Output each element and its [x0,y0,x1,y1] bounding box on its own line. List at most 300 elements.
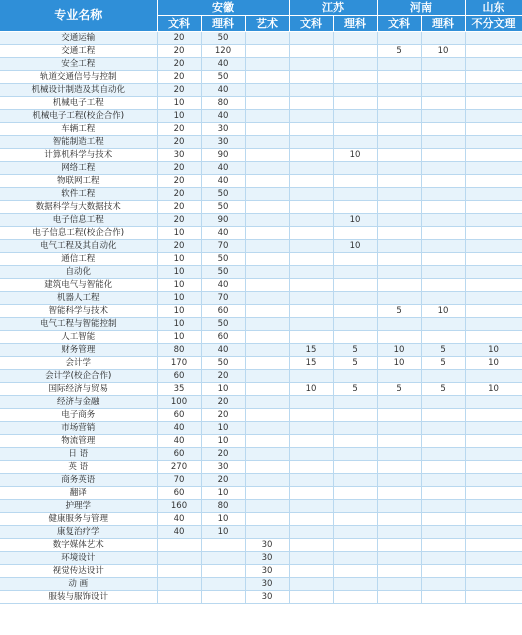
henan-science-cell [421,591,465,604]
henan-science-cell [421,227,465,240]
anhui-science-cell [201,578,245,591]
anhui-arts-cell: 20 [157,175,201,188]
anhui-art-cell [245,292,289,305]
major-name-cell: 电子商务 [0,409,157,422]
table-row [0,58,522,71]
table-row [0,409,522,422]
jiangsu-science-cell [333,32,377,45]
major-name-cell: 会计学 [0,357,157,370]
table-row [0,32,522,45]
table-row [0,591,522,604]
henan-science-cell: 5 [421,344,465,357]
henan-science-cell [421,435,465,448]
jiangsu-arts-cell [289,422,333,435]
jiangsu-arts-cell [289,149,333,162]
jiangsu-science-cell [333,422,377,435]
henan-arts-cell: 5 [377,305,421,318]
anhui-science-cell: 20 [201,474,245,487]
anhui-art-cell: 30 [245,539,289,552]
table-row [0,370,522,383]
jiangsu-science-cell [333,71,377,84]
henan-arts-cell [377,565,421,578]
henan-science-cell [421,565,465,578]
jiangsu-science-cell [333,110,377,123]
anhui-science-cell: 30 [201,123,245,136]
jiangsu-arts-cell [289,123,333,136]
major-name-cell: 物联网工程 [0,175,157,188]
henan-arts-cell: 10 [377,357,421,370]
henan-science-cell [421,240,465,253]
henan-science-cell [421,331,465,344]
province-shandong-header: 山东 [465,0,522,16]
major-name-cell: 日 语 [0,448,157,461]
major-name-cell: 数字媒体艺术 [0,539,157,552]
table-row [0,266,522,279]
table-row [0,71,522,84]
henan-arts-cell [377,539,421,552]
major-name-cell: 视觉传达设计 [0,565,157,578]
anhui-science-cell: 30 [201,461,245,474]
anhui-science-cell: 80 [201,97,245,110]
shandong-all-cell [465,409,522,422]
anhui-science-cell: 40 [201,344,245,357]
anhui-arts-cell [157,578,201,591]
henan-arts-cell [377,435,421,448]
table-row [0,305,522,318]
shandong-all-cell [465,370,522,383]
jiangsu-science-cell [333,409,377,422]
jiangsu-arts-cell [289,292,333,305]
anhui-arts-cell: 270 [157,461,201,474]
anhui-art-cell [245,32,289,45]
major-name-cell: 轨道交通信号与控制 [0,71,157,84]
henan-science-cell [421,123,465,136]
jiangsu-arts-cell [289,487,333,500]
jiangsu-science-cell: 10 [333,149,377,162]
jiangsu-arts-cell [289,318,333,331]
anhui-art-cell [245,240,289,253]
anhui-science-cell: 80 [201,500,245,513]
table-row [0,513,522,526]
jiangsu-science-cell [333,539,377,552]
anhui-arts-cell: 160 [157,500,201,513]
henan-science-cell [421,201,465,214]
major-name-cell: 电子信息工程(校企合作) [0,227,157,240]
anhui-arts-cell: 10 [157,279,201,292]
shandong-all-cell [465,331,522,344]
henan-arts-cell [377,110,421,123]
jiangsu-science-cell [333,58,377,71]
jiangsu-science-cell [333,591,377,604]
henan-arts-cell [377,578,421,591]
shandong-all-cell [465,552,522,565]
jiangsu-arts-cell [289,500,333,513]
jiangsu-science-cell: 5 [333,344,377,357]
henan-science-cell [421,409,465,422]
anhui-arts-cell: 70 [157,474,201,487]
jiangsu-arts-cell [289,45,333,58]
henan-science-cell [421,188,465,201]
shandong-all-cell [465,110,522,123]
henan-arts-cell [377,71,421,84]
table-row [0,578,522,591]
anhui-art-cell [245,409,289,422]
anhui-science-cell: 10 [201,526,245,539]
jiangsu-science-cell [333,331,377,344]
anhui-art-cell [245,149,289,162]
table-row [0,188,522,201]
jiangsu-science-cell: 5 [333,383,377,396]
shandong-all-cell [465,175,522,188]
jiangsu-science-cell [333,578,377,591]
anhui-science-cell: 50 [201,266,245,279]
henan-science-header: 理科 [421,16,465,32]
jiangsu-science-cell [333,435,377,448]
shandong-all-cell: 10 [465,344,522,357]
jiangsu-arts-cell [289,513,333,526]
anhui-arts-cell: 20 [157,84,201,97]
jiangsu-arts-cell [289,84,333,97]
anhui-art-cell [245,318,289,331]
anhui-arts-cell: 20 [157,214,201,227]
anhui-arts-cell: 40 [157,526,201,539]
table-row [0,201,522,214]
anhui-arts-cell: 20 [157,123,201,136]
henan-arts-cell [377,279,421,292]
henan-science-cell [421,110,465,123]
henan-science-cell [421,448,465,461]
jiangsu-arts-cell [289,448,333,461]
henan-science-cell [421,370,465,383]
jiangsu-science-cell [333,201,377,214]
jiangsu-science-cell [333,279,377,292]
jiangsu-science-cell [333,448,377,461]
jiangsu-science-cell [333,266,377,279]
henan-arts-cell [377,240,421,253]
anhui-arts-cell: 20 [157,45,201,58]
anhui-arts-cell: 40 [157,422,201,435]
major-name-cell: 康复治疗学 [0,526,157,539]
jiangsu-arts-cell [289,461,333,474]
anhui-science-cell: 20 [201,409,245,422]
henan-arts-cell [377,136,421,149]
jiangsu-science-cell [333,474,377,487]
anhui-science-cell: 50 [201,71,245,84]
anhui-science-cell: 40 [201,175,245,188]
henan-arts-header: 文科 [377,16,421,32]
henan-science-cell [421,578,465,591]
anhui-art-cell [245,162,289,175]
anhui-arts-cell: 40 [157,513,201,526]
table-row [0,331,522,344]
shandong-all-cell [465,474,522,487]
major-name-cell: 英 语 [0,461,157,474]
anhui-arts-cell: 10 [157,292,201,305]
henan-arts-cell [377,175,421,188]
anhui-art-cell [245,45,289,58]
table-row [0,149,522,162]
major-name-cell: 智能科学与技术 [0,305,157,318]
jiangsu-arts-cell [289,435,333,448]
henan-arts-cell [377,552,421,565]
anhui-science-cell: 10 [201,422,245,435]
anhui-arts-cell: 10 [157,266,201,279]
anhui-arts-header: 文科 [157,16,201,32]
shandong-all-cell [465,266,522,279]
anhui-science-cell: 60 [201,305,245,318]
shandong-all-cell [465,292,522,305]
major-name-cell: 财务管理 [0,344,157,357]
major-name-cell: 经济与金融 [0,396,157,409]
henan-arts-cell [377,331,421,344]
henan-science-cell [421,71,465,84]
shandong-all-cell [465,149,522,162]
jiangsu-arts-cell [289,552,333,565]
shandong-all-cell [465,71,522,84]
major-name-header: 专业名称 [0,0,157,32]
anhui-arts-cell: 10 [157,97,201,110]
anhui-arts-cell: 10 [157,305,201,318]
henan-arts-cell [377,266,421,279]
jiangsu-arts-cell [289,214,333,227]
henan-arts-cell [377,461,421,474]
shandong-all-cell [465,253,522,266]
major-name-cell: 翻译 [0,487,157,500]
shandong-all-cell [465,500,522,513]
anhui-science-cell: 10 [201,487,245,500]
major-name-cell: 护理学 [0,500,157,513]
shandong-all-cell [465,448,522,461]
table-row [0,162,522,175]
jiangsu-arts-cell [289,201,333,214]
jiangsu-arts-cell [289,396,333,409]
henan-arts-cell [377,591,421,604]
henan-science-cell [421,292,465,305]
anhui-art-cell [245,123,289,136]
anhui-art-cell [245,435,289,448]
shandong-all-cell [465,214,522,227]
shandong-all-cell [465,435,522,448]
henan-science-cell [421,58,465,71]
anhui-arts-cell: 60 [157,448,201,461]
anhui-art-cell [245,201,289,214]
anhui-arts-cell: 100 [157,396,201,409]
anhui-science-header: 理科 [201,16,245,32]
major-name-cell: 动 画 [0,578,157,591]
shandong-all-cell [465,565,522,578]
major-name-cell: 安全工程 [0,58,157,71]
shandong-all-cell [465,318,522,331]
table-row [0,214,522,227]
shandong-all-cell [465,162,522,175]
henan-science-cell: 5 [421,383,465,396]
anhui-arts-cell [157,552,201,565]
anhui-science-cell: 90 [201,149,245,162]
jiangsu-science-header: 理科 [333,16,377,32]
major-name-cell: 建筑电气与智能化 [0,279,157,292]
table-row [0,84,522,97]
shandong-all-cell: 10 [465,357,522,370]
anhui-art-cell [245,110,289,123]
anhui-arts-cell [157,539,201,552]
henan-arts-cell [377,162,421,175]
anhui-art-cell [245,71,289,84]
major-name-cell: 机械电子工程(校企合作) [0,110,157,123]
shandong-all-cell [465,422,522,435]
henan-science-cell [421,214,465,227]
jiangsu-science-cell [333,84,377,97]
jiangsu-arts-cell [289,253,333,266]
anhui-arts-cell: 20 [157,201,201,214]
shandong-all-cell [465,240,522,253]
table-row [0,240,522,253]
anhui-science-cell [201,591,245,604]
anhui-science-cell: 20 [201,396,245,409]
henan-science-cell [421,513,465,526]
jiangsu-science-cell [333,227,377,240]
henan-science-cell [421,266,465,279]
anhui-art-cell: 30 [245,578,289,591]
henan-arts-cell [377,409,421,422]
shandong-all-cell [465,279,522,292]
henan-arts-cell: 5 [377,45,421,58]
anhui-science-cell: 50 [201,201,245,214]
henan-science-cell: 10 [421,45,465,58]
jiangsu-science-cell [333,487,377,500]
table-row [0,97,522,110]
anhui-science-cell: 10 [201,383,245,396]
jiangsu-science-cell [333,45,377,58]
henan-arts-cell [377,214,421,227]
shandong-all-cell [465,32,522,45]
anhui-science-cell: 20 [201,370,245,383]
table-row [0,357,522,370]
henan-arts-cell [377,318,421,331]
henan-arts-cell: 10 [377,344,421,357]
henan-arts-cell [377,396,421,409]
table-row [0,539,522,552]
henan-arts-cell [377,474,421,487]
anhui-science-cell: 40 [201,162,245,175]
henan-arts-cell [377,97,421,110]
table-row [0,292,522,305]
anhui-art-cell [245,461,289,474]
anhui-arts-cell: 10 [157,110,201,123]
major-name-cell: 机械电子工程 [0,97,157,110]
major-name-cell: 计算机科学与技术 [0,149,157,162]
anhui-art-cell [245,474,289,487]
table-row [0,500,522,513]
jiangsu-arts-cell [289,331,333,344]
table-row [0,110,522,123]
anhui-arts-cell: 20 [157,162,201,175]
jiangsu-science-cell [333,461,377,474]
shandong-all-cell [465,487,522,500]
anhui-arts-cell: 20 [157,58,201,71]
henan-arts-cell [377,253,421,266]
anhui-art-cell [245,58,289,71]
major-name-cell: 通信工程 [0,253,157,266]
henan-arts-cell [377,227,421,240]
jiangsu-science-cell [333,513,377,526]
henan-arts-cell [377,500,421,513]
jiangsu-arts-cell [289,175,333,188]
anhui-science-cell: 120 [201,45,245,58]
shandong-all-cell [465,227,522,240]
anhui-art-cell [245,97,289,110]
jiangsu-science-cell [333,565,377,578]
anhui-arts-cell: 30 [157,149,201,162]
anhui-art-cell [245,513,289,526]
major-name-cell: 网络工程 [0,162,157,175]
jiangsu-science-cell [333,162,377,175]
jiangsu-arts-cell [289,591,333,604]
jiangsu-arts-cell [289,305,333,318]
henan-arts-cell [377,58,421,71]
province-henan-header: 河南 [377,0,465,16]
jiangsu-arts-cell [289,526,333,539]
shandong-all-cell [465,136,522,149]
shandong-all-cell [465,97,522,110]
jiangsu-arts-cell [289,188,333,201]
anhui-art-cell [245,331,289,344]
henan-science-cell [421,32,465,45]
henan-arts-cell [377,487,421,500]
jiangsu-arts-cell [289,370,333,383]
jiangsu-arts-cell [289,539,333,552]
henan-arts-cell [377,84,421,97]
henan-science-cell [421,422,465,435]
jiangsu-arts-cell: 15 [289,357,333,370]
shandong-all-cell [465,526,522,539]
jiangsu-science-cell [333,305,377,318]
table-row [0,526,522,539]
jiangsu-arts-cell [289,97,333,110]
anhui-art-cell [245,344,289,357]
henan-arts-cell [377,513,421,526]
major-name-cell: 国际经济与贸易 [0,383,157,396]
table-row [0,448,522,461]
anhui-arts-cell: 10 [157,318,201,331]
shandong-all-header: 不分文理 [465,16,522,32]
jiangsu-science-cell [333,188,377,201]
province-jiangsu-header: 江苏 [289,0,377,16]
anhui-science-cell: 50 [201,357,245,370]
henan-science-cell: 10 [421,305,465,318]
jiangsu-science-cell [333,97,377,110]
anhui-arts-cell [157,565,201,578]
jiangsu-arts-cell [289,32,333,45]
anhui-science-cell: 40 [201,227,245,240]
major-name-cell: 数据科学与大数据技术 [0,201,157,214]
province-header-row [0,0,522,16]
major-name-cell: 自动化 [0,266,157,279]
anhui-arts-cell: 60 [157,409,201,422]
anhui-art-cell [245,357,289,370]
major-name-cell: 智能制造工程 [0,136,157,149]
henan-arts-cell [377,188,421,201]
shandong-all-cell [465,305,522,318]
major-name-cell: 车辆工程 [0,123,157,136]
henan-arts-cell [377,370,421,383]
shandong-all-cell [465,188,522,201]
table-body [0,32,522,604]
shandong-all-cell [465,201,522,214]
anhui-science-cell: 10 [201,513,245,526]
jiangsu-science-cell: 5 [333,357,377,370]
jiangsu-arts-header: 文科 [289,16,333,32]
jiangsu-arts-cell [289,266,333,279]
